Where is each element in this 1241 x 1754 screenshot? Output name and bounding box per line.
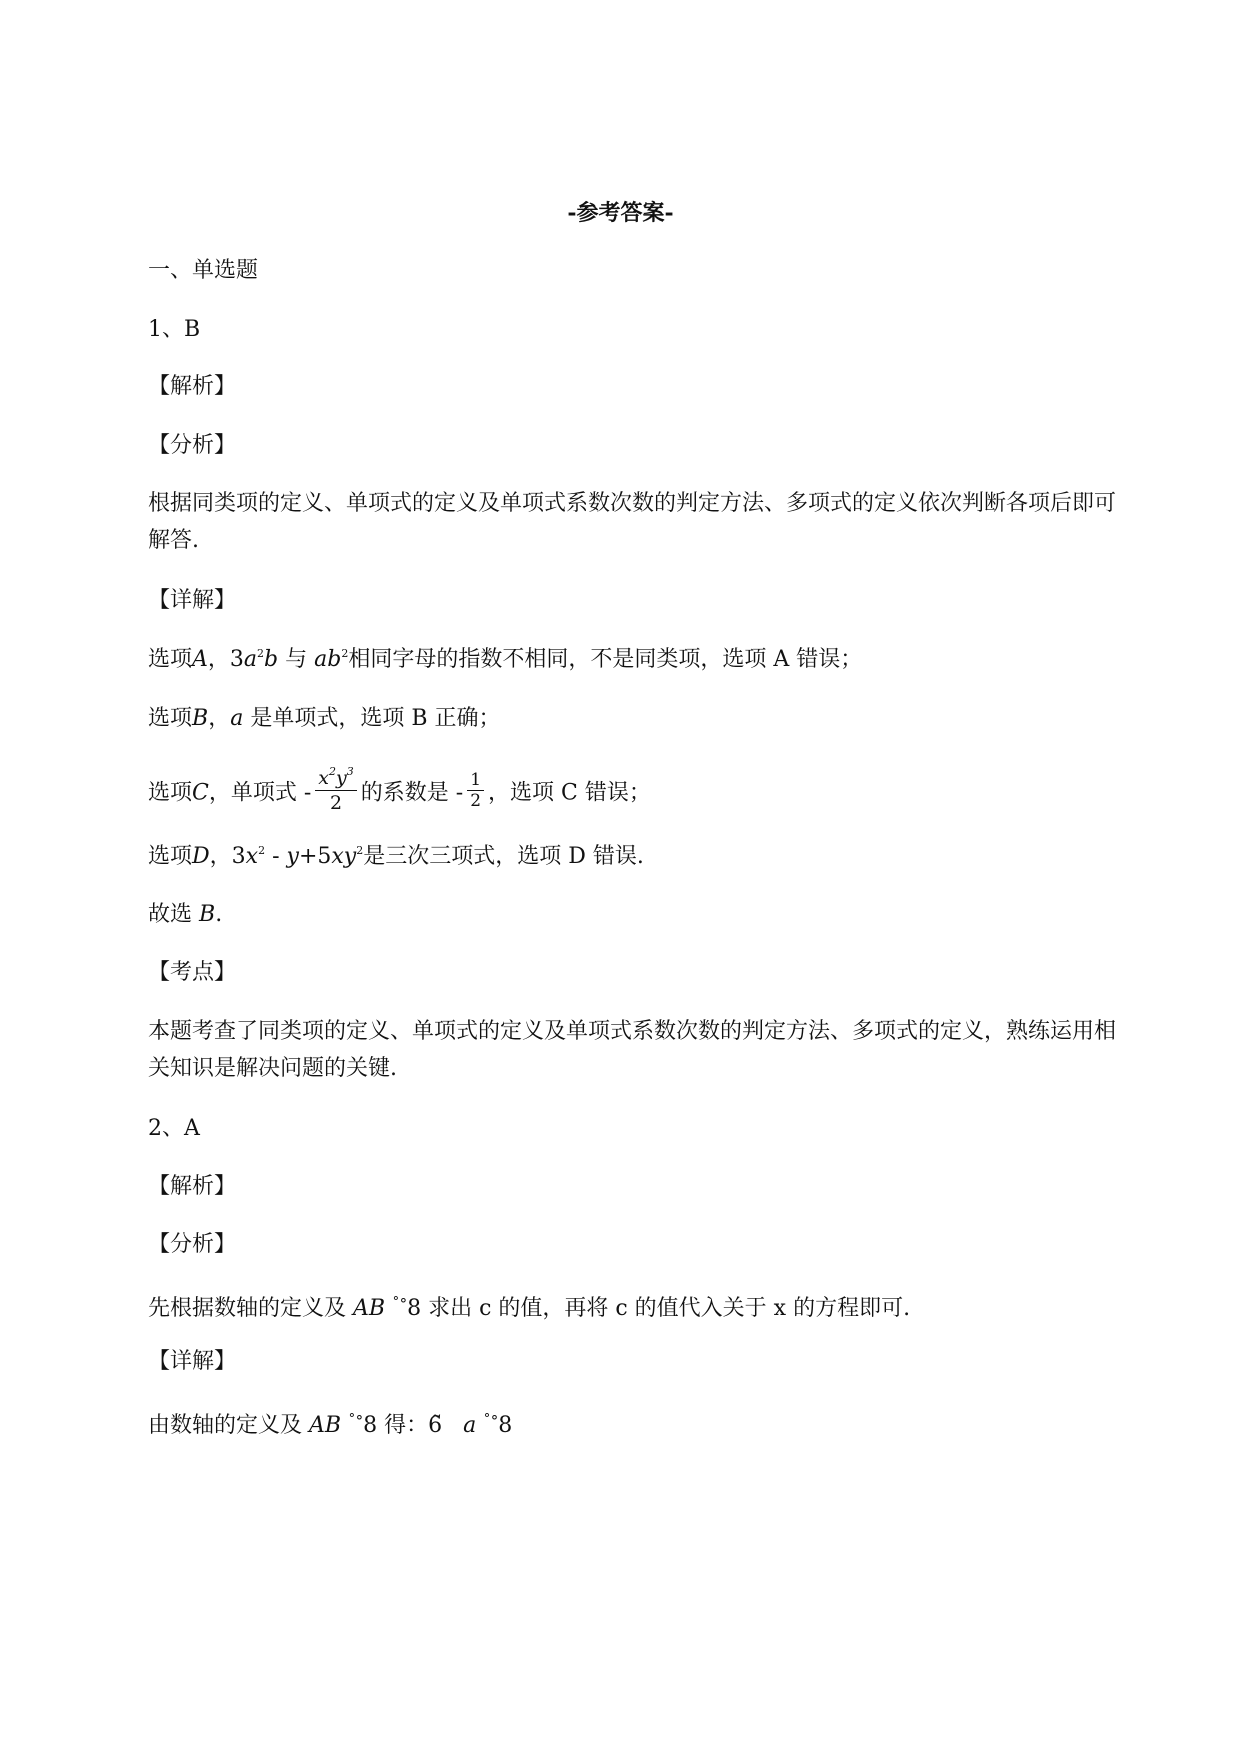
q2-fenxi-label: 【分析】: [148, 1232, 237, 1257]
q1-fenxi-line1: 根据同类项的定义、单项式的定义及单项式系数次数的判定方法、多项式的定义依次判断各项后即可: [148, 491, 1117, 516]
q1-kaodian-line2: 关知识是解决问题的关键.: [148, 1056, 397, 1081]
option-letter: A: [192, 647, 208, 672]
coefficient-fraction: $\frac{1}{2}$: [467, 770, 484, 811]
q1-conclusion: 故选 B.: [148, 902, 223, 927]
monomial-fraction: $\frac{x^2y^3}{2}$: [315, 766, 356, 815]
q1-kaodian-label: 【考点】: [148, 960, 237, 985]
q2-xiangjie-label: 【详解】: [148, 1349, 237, 1374]
q1-kaodian-line1: 本题考查了同类项的定义、单项式的定义及单项式系数次数的判定方法、多项式的定义，熟练运用相: [148, 1019, 1117, 1044]
q1-option-d: 选项D，$3x^2 - y+5xy^2$是三次三项式，选项 D 错误.: [148, 844, 644, 869]
q1-xiangjie-label: 【详解】: [148, 588, 237, 613]
q2-fenxi-text: 先根据数轴的定义及 AB ˚°8 求出 c 的值，再将 c 的值代入关于 x 的方程即可.: [148, 1295, 911, 1321]
q1-option-c: 选项C，单项式 - $\frac{x^2y^3}{2}$ 的系数是 - $\frac{1}{2}$ ，选项 C 错误；: [148, 765, 651, 814]
q1-header: 1、B: [148, 317, 201, 342]
page-title: -参考答案-: [567, 200, 674, 226]
q2-detail-text: 由数轴的定义及 AB ˚°8 得：6̃ a ˚°8: [148, 1412, 513, 1438]
q1-fenxi-label: 【分析】: [148, 433, 237, 458]
q1-jiexi-label: 【解析】: [148, 374, 237, 399]
q1-option-b: 选项B，a 是单项式，选项 B 正确；: [148, 706, 501, 731]
section-heading: 一、单选题: [148, 258, 259, 283]
q2-header: 2、A: [148, 1116, 200, 1141]
q1-option-a: 选项A，$3a^2b$ 与 $ab^2$相同字母的指数不相同，不是同类项，选项 A 错误；: [148, 647, 863, 672]
q2-jiexi-label: 【解析】: [148, 1174, 237, 1199]
q1-fenxi-line2: 解答.: [148, 528, 199, 553]
